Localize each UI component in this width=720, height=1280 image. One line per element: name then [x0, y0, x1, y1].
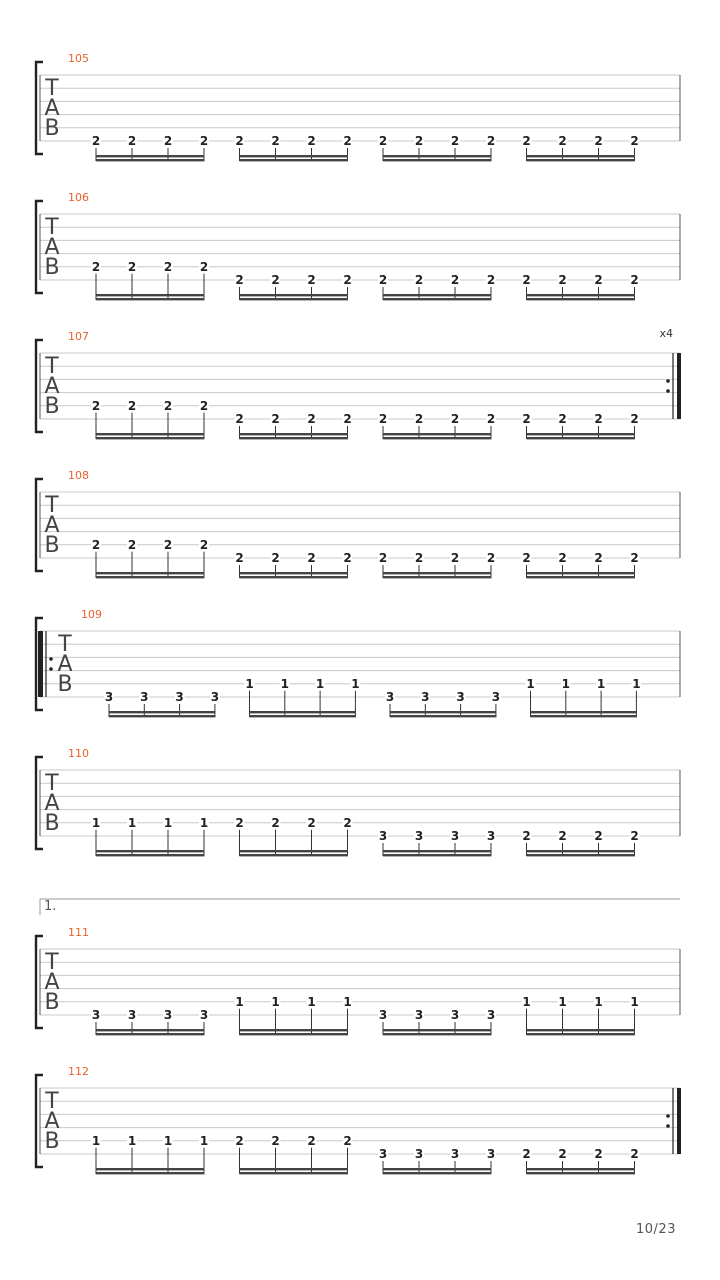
staff-system	[36, 191, 680, 300]
beam-primary	[383, 1168, 492, 1170]
fret-number: 1	[315, 676, 325, 691]
fret-number: 2	[630, 273, 639, 287]
fret-number: 3	[127, 1008, 137, 1022]
fret-number: 3	[414, 1008, 424, 1022]
beam-secondary	[240, 1172, 349, 1174]
beam-secondary	[240, 298, 349, 300]
fret-number: 2	[343, 273, 352, 287]
fret-number: 2	[594, 412, 603, 426]
beam-secondary	[96, 159, 205, 161]
fret-number: 2	[271, 412, 280, 426]
fret-number: 2	[558, 551, 567, 565]
beam-primary	[250, 711, 356, 713]
staff-system	[36, 747, 680, 856]
fret-number: 2	[594, 1147, 603, 1161]
fret-number: 2	[163, 134, 173, 148]
fret-number: 1	[127, 1133, 137, 1148]
fret-number: 3	[450, 1008, 460, 1022]
fret-number: 2	[91, 134, 101, 148]
beam-secondary	[383, 298, 492, 300]
beam-secondary	[383, 437, 492, 439]
fret-number: 1	[91, 1133, 101, 1148]
staff-system	[36, 52, 680, 161]
beam-primary	[527, 850, 636, 852]
fret-number: 1	[596, 676, 606, 691]
tab-clef-letter: B	[57, 672, 73, 697]
tab-clef-letter: T	[45, 215, 59, 240]
fret-number: 2	[343, 551, 352, 565]
fret-number: 2	[558, 273, 567, 287]
fret-number: 1	[558, 994, 567, 1009]
fret-number: 1	[526, 676, 535, 691]
fret-number: 2	[307, 134, 316, 148]
beam-secondary	[96, 576, 205, 578]
fret-number: 2	[450, 273, 460, 287]
fret-number: 2	[486, 134, 496, 148]
fret-number: 1	[630, 994, 639, 1009]
tab-clef-letter: A	[44, 235, 60, 260]
fret-number: 2	[343, 815, 352, 830]
repeat-thick-bar	[38, 631, 43, 697]
beam-secondary	[527, 437, 636, 439]
beam-secondary	[383, 1172, 492, 1174]
fret-number: 1	[199, 1133, 209, 1148]
fret-number: 2	[630, 412, 639, 426]
tab-clef-letter: A	[44, 1109, 60, 1134]
fret-number: 2	[307, 551, 316, 565]
staff-system	[36, 469, 680, 578]
fret-number: 2	[91, 259, 101, 274]
beam-secondary	[390, 715, 496, 717]
tab-clef-letter: A	[44, 374, 60, 399]
fret-number: 2	[127, 259, 137, 274]
measure-number: 107	[68, 330, 89, 343]
tab-clef-letter: B	[44, 255, 60, 280]
beam-secondary	[240, 159, 349, 161]
fret-number: 2	[199, 134, 209, 148]
fret-number: 2	[199, 259, 209, 274]
fret-number: 2	[450, 134, 460, 148]
beam-secondary	[109, 715, 215, 717]
fret-number: 2	[486, 412, 496, 426]
fret-number: 2	[558, 1147, 567, 1161]
fret-number: 2	[199, 537, 209, 552]
staff-system	[36, 1065, 681, 1174]
fret-number: 2	[271, 134, 280, 148]
fret-number: 2	[307, 815, 316, 830]
fret-number: 2	[235, 551, 244, 565]
fret-number: 3	[421, 690, 430, 704]
fret-number: 2	[522, 134, 531, 148]
fret-number: 2	[235, 815, 244, 830]
fret-number: 2	[271, 1133, 280, 1148]
tab-clef-letter: A	[44, 791, 60, 816]
beam-primary	[240, 1029, 349, 1031]
fret-number: 2	[235, 1133, 244, 1148]
repeat-dot	[49, 657, 53, 661]
fret-number: 3	[210, 690, 220, 704]
fret-number: 2	[163, 398, 173, 413]
fret-number: 2	[271, 551, 280, 565]
beam-primary	[527, 155, 636, 157]
measure-number: 111	[68, 926, 89, 939]
fret-number: 2	[163, 537, 173, 552]
beam-secondary	[250, 715, 356, 717]
fret-number: 2	[343, 134, 352, 148]
fret-number: 2	[450, 551, 460, 565]
beam-primary	[527, 433, 636, 435]
tab-clef-letter: B	[44, 116, 60, 141]
fret-number: 2	[271, 273, 280, 287]
beam-primary	[383, 155, 492, 157]
fret-number: 3	[491, 690, 501, 704]
beam-primary	[96, 572, 205, 574]
repeat-dot	[49, 667, 53, 671]
beam-primary	[109, 711, 215, 713]
fret-number: 2	[307, 412, 316, 426]
tab-clef-letter: T	[45, 76, 59, 101]
tab-clef-letter: A	[44, 96, 60, 121]
beam-primary	[383, 572, 492, 574]
fret-number: 1	[235, 994, 244, 1009]
fret-number: 2	[307, 273, 316, 287]
fret-number: 1	[91, 815, 101, 830]
fret-number: 1	[163, 1133, 173, 1148]
beam-primary	[390, 711, 496, 713]
beam-primary	[96, 433, 205, 435]
fret-number: 2	[414, 412, 424, 426]
beam-secondary	[240, 854, 349, 856]
beam-secondary	[527, 1033, 636, 1035]
beam-primary	[96, 850, 205, 852]
measure-number: 105	[68, 52, 89, 65]
fret-number: 2	[127, 134, 137, 148]
fret-number: 3	[414, 1147, 424, 1161]
beam-secondary	[527, 298, 636, 300]
fret-number: 2	[630, 134, 639, 148]
fret-number: 1	[594, 994, 603, 1009]
beam-secondary	[383, 159, 492, 161]
measure-number: 106	[68, 191, 89, 204]
beam-secondary	[527, 1172, 636, 1174]
tab-clef-letter: B	[44, 1129, 60, 1154]
beam-primary	[96, 1029, 205, 1031]
fret-number: 2	[558, 829, 567, 843]
repeat-thick-bar	[677, 1088, 681, 1154]
repeat-dot	[666, 389, 670, 393]
fret-number: 2	[594, 551, 603, 565]
fret-number: 2	[414, 273, 424, 287]
tab-clef-letter: B	[44, 811, 60, 836]
fret-number: 2	[343, 1133, 352, 1148]
beam-primary	[240, 572, 349, 574]
fret-number: 3	[450, 829, 460, 843]
fret-number: 2	[163, 259, 173, 274]
staff-system	[36, 608, 680, 717]
beam-primary	[527, 1168, 636, 1170]
fret-number: 2	[630, 551, 639, 565]
measure-number: 109	[81, 608, 102, 621]
beam-primary	[527, 1029, 636, 1031]
fret-number: 2	[235, 273, 244, 287]
beam-primary	[240, 1168, 349, 1170]
fret-number: 3	[91, 1008, 101, 1022]
page-number: 10/23	[636, 1222, 676, 1237]
fret-number: 2	[378, 412, 388, 426]
measure-number: 112	[68, 1065, 89, 1078]
fret-number: 2	[558, 134, 567, 148]
fret-number: 3	[486, 829, 496, 843]
tab-clef-letter: B	[44, 394, 60, 419]
fret-number: 3	[450, 1147, 460, 1161]
fret-number: 2	[594, 134, 603, 148]
fret-number: 2	[522, 1147, 531, 1161]
beam-primary	[527, 294, 636, 296]
measure-number: 108	[68, 469, 89, 482]
tab-clef-letter: T	[45, 493, 59, 518]
fret-number: 3	[486, 1008, 496, 1022]
repeat-dot	[666, 1124, 670, 1128]
fret-number: 3	[199, 1008, 209, 1022]
fret-number: 3	[378, 1147, 388, 1161]
beam-secondary	[96, 1033, 205, 1035]
fret-number: 2	[630, 829, 639, 843]
beam-secondary	[96, 854, 205, 856]
fret-number: 2	[558, 412, 567, 426]
fret-number: 3	[104, 690, 114, 704]
beam-primary	[240, 294, 349, 296]
beam-primary	[383, 433, 492, 435]
beam-secondary	[383, 1033, 492, 1035]
fret-number: 1	[163, 815, 173, 830]
fret-number: 2	[91, 537, 101, 552]
repeat-count: x4	[659, 327, 673, 340]
beam-primary	[531, 711, 637, 713]
fret-number: 2	[127, 537, 137, 552]
fret-number: 2	[630, 1147, 639, 1161]
fret-number: 3	[385, 690, 395, 704]
fret-number: 3	[175, 690, 184, 704]
beam-primary	[383, 294, 492, 296]
beam-secondary	[527, 576, 636, 578]
fret-number: 2	[378, 551, 388, 565]
beam-primary	[527, 572, 636, 574]
beam-secondary	[383, 854, 492, 856]
fret-number: 1	[632, 676, 641, 691]
fret-number: 3	[140, 690, 149, 704]
fret-number: 1	[127, 815, 137, 830]
beam-primary	[383, 850, 492, 852]
fret-number: 2	[414, 134, 424, 148]
tab-clef-letter: T	[45, 1089, 59, 1114]
fret-number: 2	[343, 412, 352, 426]
fret-number: 2	[414, 551, 424, 565]
beam-primary	[240, 433, 349, 435]
beam-secondary	[96, 1172, 205, 1174]
fret-number: 2	[271, 815, 280, 830]
fret-number: 1	[343, 994, 352, 1009]
tab-clef-letter: A	[44, 513, 60, 538]
beam-secondary	[383, 576, 492, 578]
fret-number: 1	[280, 676, 289, 691]
fret-number: 2	[594, 273, 603, 287]
fret-number: 2	[199, 398, 209, 413]
beam-secondary	[527, 854, 636, 856]
fret-number: 2	[91, 398, 101, 413]
fret-number: 1	[271, 994, 280, 1009]
fret-number: 2	[127, 398, 137, 413]
fret-number: 2	[522, 273, 531, 287]
fret-number: 2	[235, 412, 244, 426]
fret-number: 1	[561, 676, 570, 691]
beam-secondary	[531, 715, 637, 717]
beam-secondary	[96, 298, 205, 300]
fret-number: 2	[450, 412, 460, 426]
tab-clef-letter: A	[44, 970, 60, 995]
fret-number: 3	[456, 690, 465, 704]
fret-number: 2	[235, 134, 244, 148]
fret-number: 3	[163, 1008, 173, 1022]
fret-number: 1	[351, 676, 360, 691]
fret-number: 2	[307, 1133, 316, 1148]
fret-number: 2	[522, 551, 531, 565]
beam-primary	[240, 155, 349, 157]
measure-number: 110	[68, 747, 89, 760]
beam-secondary	[240, 437, 349, 439]
fret-number: 1	[307, 994, 316, 1009]
beam-primary	[96, 155, 205, 157]
fret-number: 2	[522, 829, 531, 843]
fret-number: 1	[522, 994, 531, 1009]
tab-clef-letter: B	[44, 533, 60, 558]
fret-number: 3	[378, 1008, 388, 1022]
repeat-thick-bar	[677, 353, 681, 419]
fret-number: 2	[522, 412, 531, 426]
fret-number: 1	[245, 676, 254, 691]
tab-clef-letter: T	[45, 950, 59, 975]
beam-secondary	[240, 576, 349, 578]
beam-secondary	[527, 159, 636, 161]
fret-number: 2	[486, 551, 496, 565]
fret-number: 2	[378, 273, 388, 287]
fret-number: 1	[199, 815, 209, 830]
beam-primary	[96, 294, 205, 296]
tab-clef-letter: T	[45, 354, 59, 379]
beam-primary	[383, 1029, 492, 1031]
beam-primary	[96, 1168, 205, 1170]
beam-primary	[240, 850, 349, 852]
tab-clef-letter: B	[44, 990, 60, 1015]
fret-number: 2	[486, 273, 496, 287]
volta-label: 1.	[44, 899, 57, 914]
fret-number: 3	[378, 829, 388, 843]
beam-secondary	[96, 437, 205, 439]
repeat-dot	[666, 1114, 670, 1118]
repeat-dot	[666, 379, 670, 383]
staff-system	[36, 899, 680, 1035]
tab-clef-letter: T	[58, 632, 72, 657]
tab-clef-letter: A	[57, 652, 73, 677]
beam-secondary	[240, 1033, 349, 1035]
fret-number: 3	[414, 829, 424, 843]
fret-number: 3	[486, 1147, 496, 1161]
fret-number: 2	[378, 134, 388, 148]
fret-number: 2	[594, 829, 603, 843]
tab-clef-letter: T	[45, 771, 59, 796]
staff-system	[36, 327, 681, 439]
